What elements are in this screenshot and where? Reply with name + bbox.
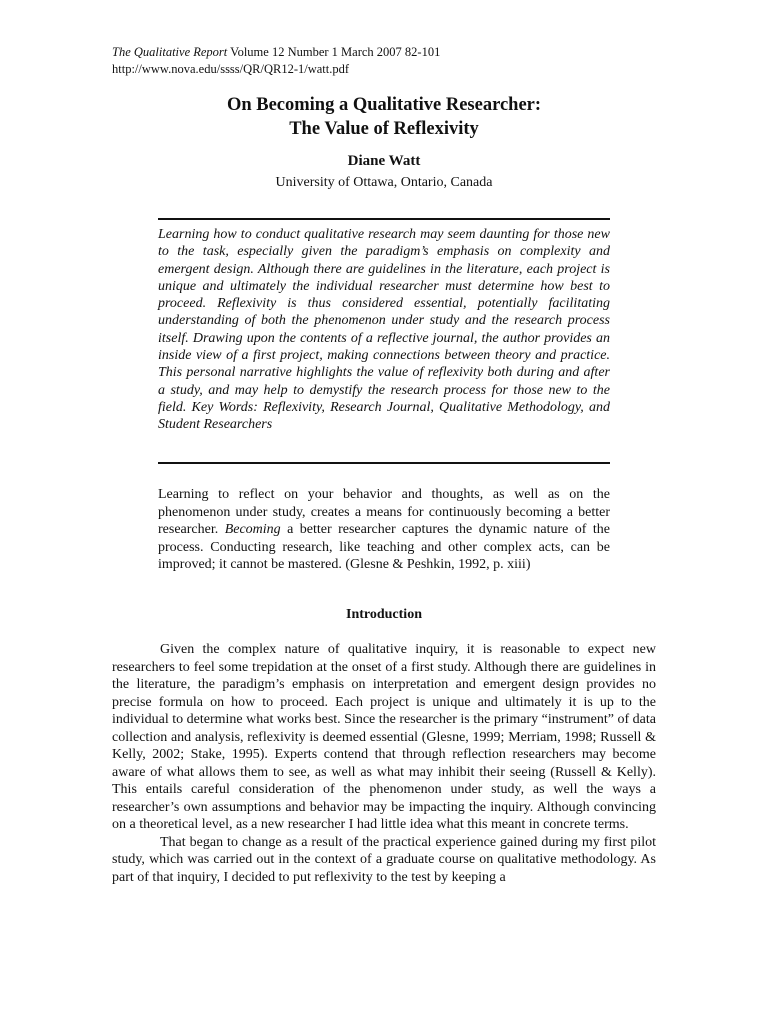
- journal-name: The Qualitative Report: [112, 45, 228, 59]
- section-heading-introduction: Introduction: [346, 607, 422, 622]
- title-line-1: On Becoming a Qualitative Researcher:: [226, 95, 542, 115]
- paper-title: [0, 93, 768, 141]
- epigraph-part-1: Learning to reflect on your behavior and thoughts, as well as on the phenomenon under study, creates a means for continuously becoming a better researcher.: [158, 487, 610, 537]
- introduction-body: [112, 641, 656, 886]
- abstract-bottom-rule: [158, 462, 610, 464]
- title-line-2: The Value of Reflexivity: [289, 119, 479, 139]
- author-name: Diane Watt: [347, 153, 421, 169]
- epigraph-quote: [158, 486, 610, 574]
- body-paragraph-1: Given the complex nature of qualitative inquiry, it is reasonable to expect new researchers to feel some trepidation at the onset of a first study. Although there are guidelines in the literature, the paradigm’s emphasis on interpretation and emergent design provides no precise formula on how to proceed. Each project is unique and ultimately it is up to the individual to determine what works best. Since the researcher is the primary “instrument” of data collection and analysis, reflexivity is deemed essential (Glesne, 1999; Merriam, 1998; Russell & Kelly, 2002; Stake, 1995). Experts contend that through reflection researchers may become aware of what allows them to see, as well as what may inhibit their seeing (Russell & Kelly). This entails careful consideration of the phenomenon under study, as well the ways a researcher’s own assumptions and behavior may be impacting the inquiry. Although convincing on a theoretical level, as a new researcher I had little idea what this meant in concrete terms.: [112, 642, 656, 832]
- journal-citation: Volume 12 Number 1 March 2007 82-101: [227, 45, 441, 59]
- journal-url: http://www.nova.edu/ssss/QR/QR12-1/watt.pdf: [112, 62, 350, 76]
- epigraph-part-2: a better researcher captures the dynamic nature of the process. Conducting research, like teaching and other complex acts, can be improved; it cannot be mastered. (Glesne & Peshkin, 1992, p. xiii): [158, 522, 610, 572]
- citation-line: [112, 44, 440, 61]
- abstract-top-rule: [158, 218, 610, 220]
- body-paragraph-2: That began to change as a result of the practical experience gained during my first pilot study, which was carried out in the context of a graduate course on qualitative methodology. As part of that inquiry, I decided to put reflexivity to the test by keeping a: [112, 834, 656, 885]
- author-affiliation: University of Ottawa, Ontario, Canada: [275, 175, 493, 190]
- epigraph-emphasis: Becoming: [224, 522, 281, 537]
- abstract-text: Learning how to conduct qualitative research may seem daunting for those new to the task, especially given the paradigm’s emphasis on complexity and emergent design. Although there are guidelines in the literature, each project is unique and ultimately the individual researcher must determine how best to proceed. Reflexivity is thus considered essential, potentially facilitating understanding of both the phenomenon under study and the research process itself. Drawing upon the contents of a reflective journal, the author provides an inside view of a first project, making connections between theory and practice. This personal narrative highlights the value of reflexivity both during and after a study, and may help to demystify the research process for those new to the field. Key Words: Reflexivity, Research Journal, Qualitative Methodology, and Student Researchers: [158, 227, 610, 433]
- journal-header: [112, 44, 440, 78]
